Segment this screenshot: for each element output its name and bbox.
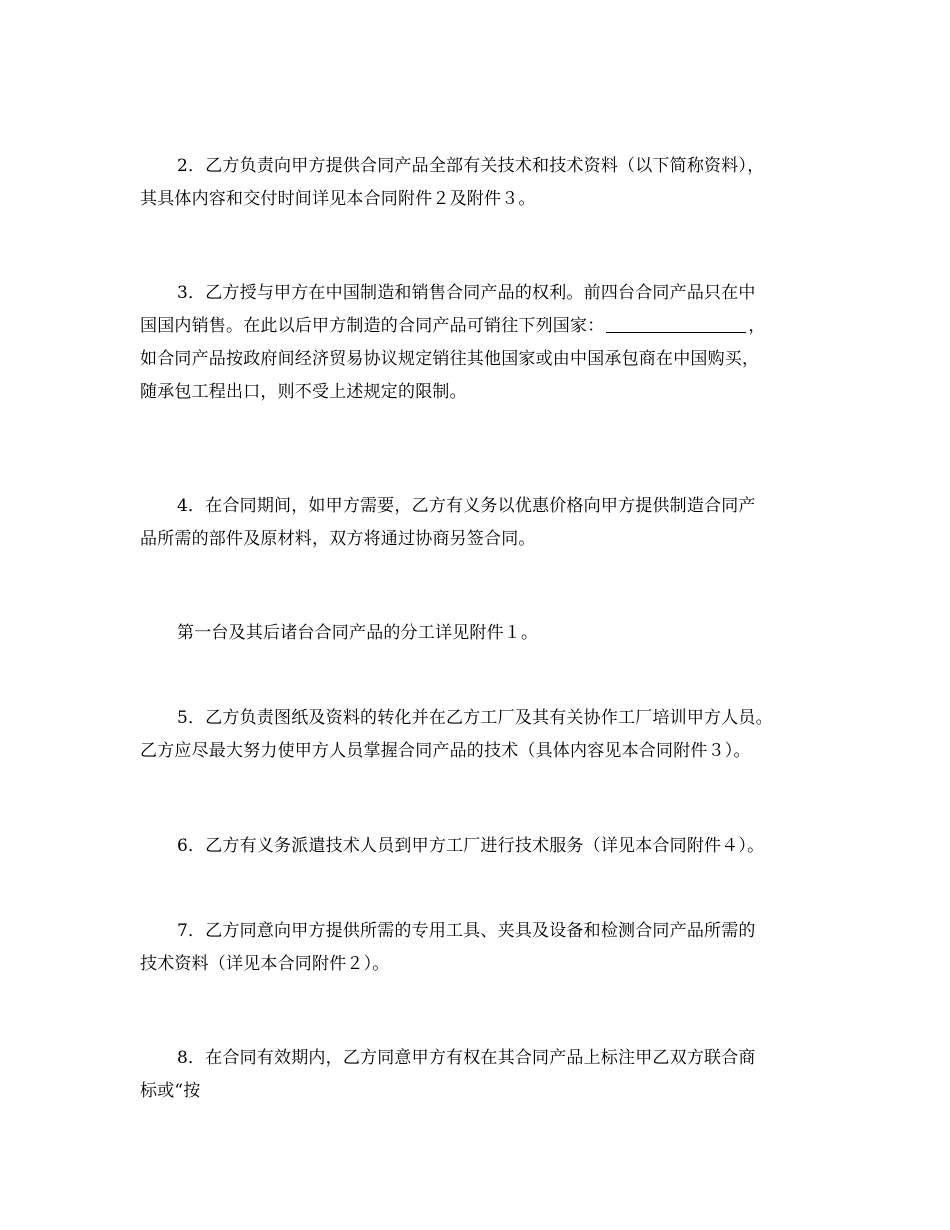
clause-3-line-2-text: 国国内销售。在此以后甲方制造的合同产品可销往下列国家： [140,316,605,336]
clause-5-line-2: 乙方应尽最大努力使甲方人员掌握合同产品的技术（具体内容见本合同附件３）。 [140,741,751,761]
clause-2 [140,150,830,216]
clause-8-line-1: 8．在合同有效期内，乙方同意甲方有权在其合同产品上标注甲乙双方联合商 [177,1048,756,1068]
clause-5-line-1: 5．乙方负责图纸及资料的转化并在乙方工厂及其有关协作工厂培训甲方人员。 [177,708,773,728]
clause-3-line-3: 如合同产品按政府间经济贸易协议规定销往其他国家或由中国承包商在中国购买， [140,349,760,369]
clause-7-line-2: 技术资料（详见本合同附件２）。 [140,954,390,974]
clause-3 [140,277,830,409]
clause-4 [140,490,830,556]
clause-3-line-1: 3．乙方授与甲方在中国制造和销售合同产品的权利。前四台合同产品只在中 [177,283,756,303]
clause-2-line-2: 其具体内容和交付时间详见本合同附件２及附件３。 [140,189,536,209]
clause-4-line-2: 品所需的部件及原材料，双方将通过协商另签合同。 [140,529,536,549]
clause-7-line-1: 7．乙方同意向甲方提供所需的专用工具、夹具及设备和检测合同产品所需的 [177,921,756,941]
clause-2-line-1: 2．乙方负责向甲方提供合同产品全部有关技术和技术资料（以下简称资料）， [177,156,765,176]
clause-4-note [140,617,830,650]
clause-8-line-2: 标或“按 [140,1081,201,1101]
clause-6 [140,830,830,863]
clause-3-line-4: 随承包工程出口，则不受上述规定的限制。 [140,382,467,402]
clause-4-note-line-1: 第一台及其后诸台合同产品的分工详见附件１。 [177,623,539,643]
clause-3-line-2-comma: ， [748,316,766,336]
clause-7 [140,915,830,981]
clause-8 [140,1042,830,1108]
country-blank-field [606,314,746,333]
clause-3-line-2 [140,310,830,343]
clause-5 [140,702,830,768]
clause-4-line-1: 4．在合同期间，如甲方需要，乙方有义务以优惠价格向甲方提供制造合同产 [177,496,756,516]
clause-6-line-1: 6．乙方有义务派遣技术人员到甲方工厂进行技术服务（详见本合同附件４）。 [177,836,765,856]
